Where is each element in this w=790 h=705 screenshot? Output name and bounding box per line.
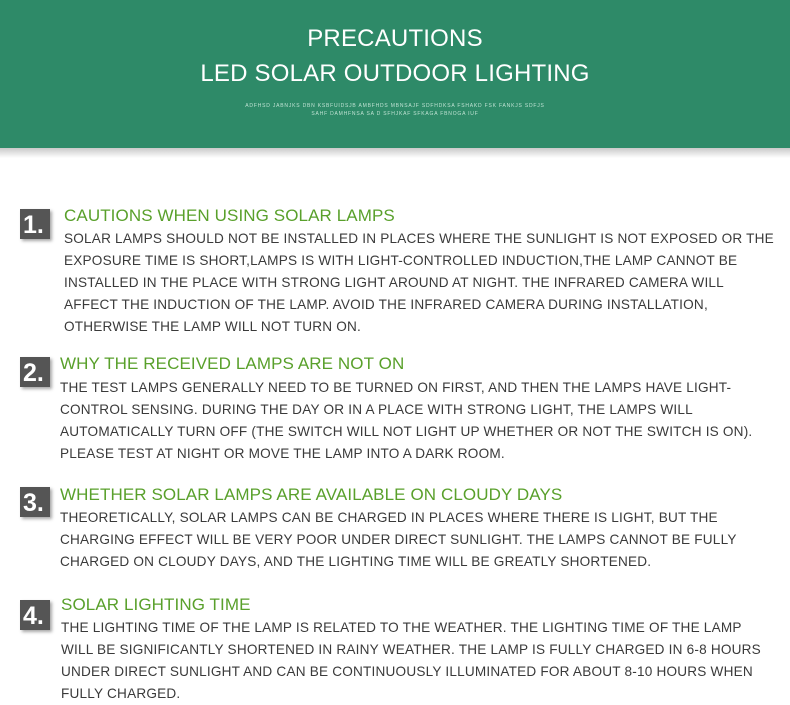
page-subtitle: LED SOLAR OUTDOOR LIGHTING	[200, 60, 590, 87]
section-title: SOLAR LIGHTING TIME	[61, 595, 251, 614]
section-number-badge: 3.	[20, 487, 50, 517]
section-body: THEORETICALLY, SOLAR LAMPS CAN BE CHARGED IN PLACES WHERE THERE IS LIGHT, BUT THE CHARGING EFFECT WILL BE VERY POOR UNDER DIRECT SUNLIGHT. THE LAMPS CANNOT BE FULLY CHARGED ON CLOUDY DAYS, AND THE LIGHTING TIME WILL BE GREATLY SHORTENED.	[60, 510, 737, 569]
page-title: PRECAUTIONS	[307, 25, 483, 52]
header-tagline-line1: ADFHSD JABNJKS DBN KSBFUIDSJB AMBFHDS MBNSAJF SDFHDKSA FSHAKD FSK FANKJS SDFJS	[245, 103, 545, 109]
section-body: SOLAR LAMPS SHOULD NOT BE INSTALLED IN PLACES WHERE THE SUNLIGHT IS NOT EXPOSED OR THE EXPOSURE TIME IS SHORT,LAMPS IS WITH LIGHT-CONTROLLED INDUCTION,THE LAMP CANNOT BE INSTALLED IN THE PLACE WITH STRONG LIGHT AROUND AT NIGHT. THE INFRARED CAMERA WILL AFFECT THE INDUCTION OF THE LAMP. AVOID THE INFRARED CAMERA DURING INSTALLATION, OTHERWISE THE LAMP WILL NOT TURN ON.	[64, 231, 774, 334]
section-body: THE LIGHTING TIME OF THE LAMP IS RELATED TO THE WEATHER. THE LIGHTING TIME OF THE LAMP WILL BE SIGNIFICANTLY SHORTENED IN RAINY WEATHER. THE LAMP IS FULLY CHARGED IN 6-8 HOURS UNDER DIRECT SUNLIGHT AND CAN BE CONTINUOUSLY ILLUMINATED FOR ABOUT 8-10 HOURS WHEN FULLY CHARGED.	[61, 620, 761, 701]
section-title: CAUTIONS WHEN USING SOLAR LAMPS	[64, 206, 395, 225]
section-number-badge: 2.	[20, 357, 50, 387]
header-tagline-line2: SAHF DAMHFNSA SA D SFHJKAF SFKAGA FBNOGA IUF	[311, 111, 479, 117]
header-banner	[0, 0, 790, 148]
section-title: WHY THE RECEIVED LAMPS ARE NOT ON	[60, 354, 405, 373]
section-title: WHETHER SOLAR LAMPS ARE AVAILABLE ON CLOUDY DAYS	[60, 485, 563, 504]
section-number-badge: 1.	[20, 209, 50, 239]
section-number-badge: 4.	[20, 600, 50, 630]
section-body: THE TEST LAMPS GENERALLY NEED TO BE TURNED ON FIRST, AND THEN THE LAMPS HAVE LIGHT-CONTROL SENSING. DURING THE DAY OR IN A PLACE WITH STRONG LIGHT, THE LAMPS WILL AUTOMATICALLY TURN OFF (THE SWITCH WILL NOT LIGHT UP WHETHER OR NOT THE SWITCH IS ON). PLEASE TEST AT NIGHT OR MOVE THE LAMP INTO A DARK ROOM.	[60, 380, 753, 461]
header-shadow	[0, 148, 790, 158]
